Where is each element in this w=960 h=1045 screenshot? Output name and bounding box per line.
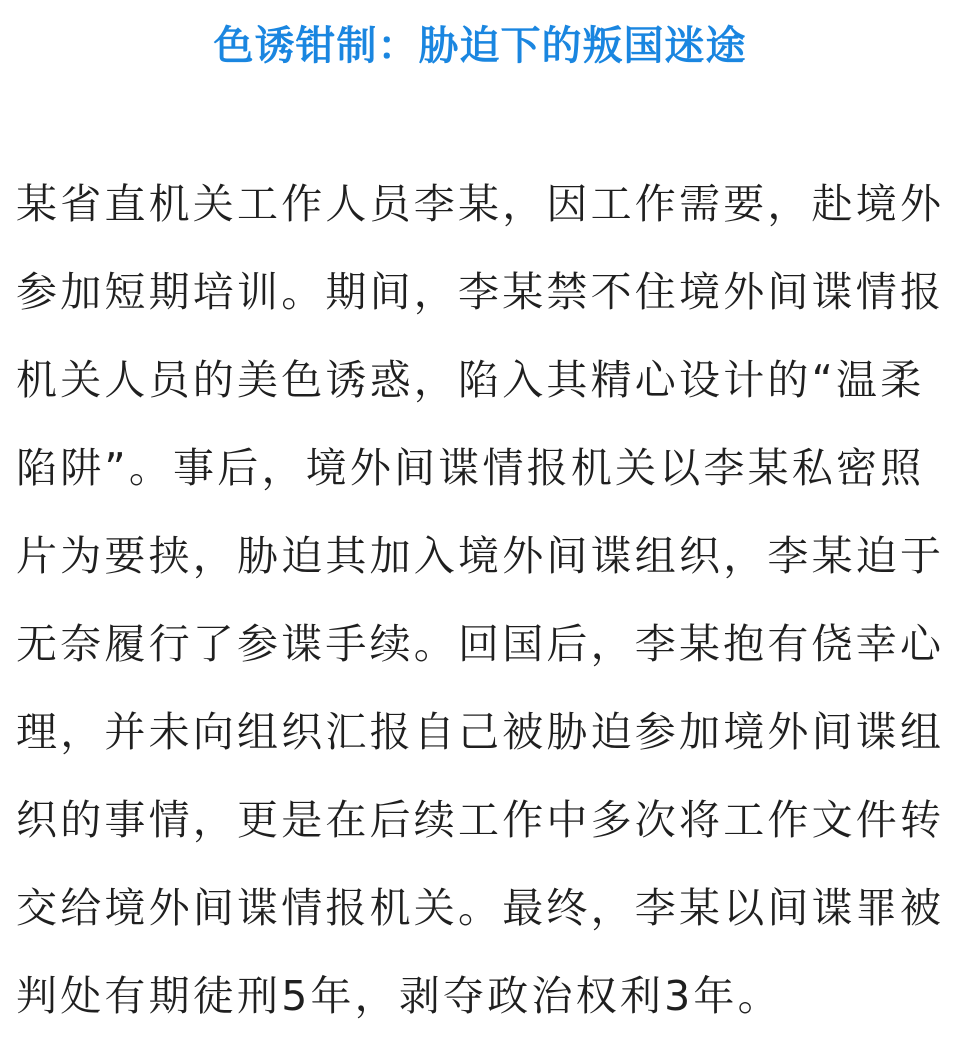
paragraph-line: 交给境外间谍情报机关。最终，李某以间谍罪被: [16, 884, 945, 932]
paragraph-line: 无奈履行了参谍手续。回国后，李某抱有侥幸心: [16, 620, 945, 668]
paragraph-line: 陷阱”。事后，境外间谍情报机关以李某私密照: [16, 444, 925, 492]
article-title: 色诱钳制：胁迫下的叛国迷途: [213, 23, 747, 69]
article-body: [16, 160, 948, 1040]
paragraph-line: 机关人员的美色诱惑，陷入其精心设计的“温柔: [16, 356, 925, 404]
paragraph-line: 理，并未向组织汇报自己被胁迫参加境外间谍组: [16, 708, 945, 756]
paragraph-line: 参加短期培训。期间，李某禁不住境外间谍情报: [16, 268, 945, 316]
paragraph-line: 片为要挟，胁迫其加入境外间谍组织，李某迫于: [16, 532, 945, 580]
paragraph-line: 织的事情，更是在后续工作中多次将工作文件转: [16, 796, 945, 844]
paragraph-line: 某省直机关工作人员李某，因工作需要，赴境外: [16, 180, 945, 228]
paragraph-line: 判处有期徒刑5年，剥夺政治权利3年。: [16, 972, 782, 1020]
